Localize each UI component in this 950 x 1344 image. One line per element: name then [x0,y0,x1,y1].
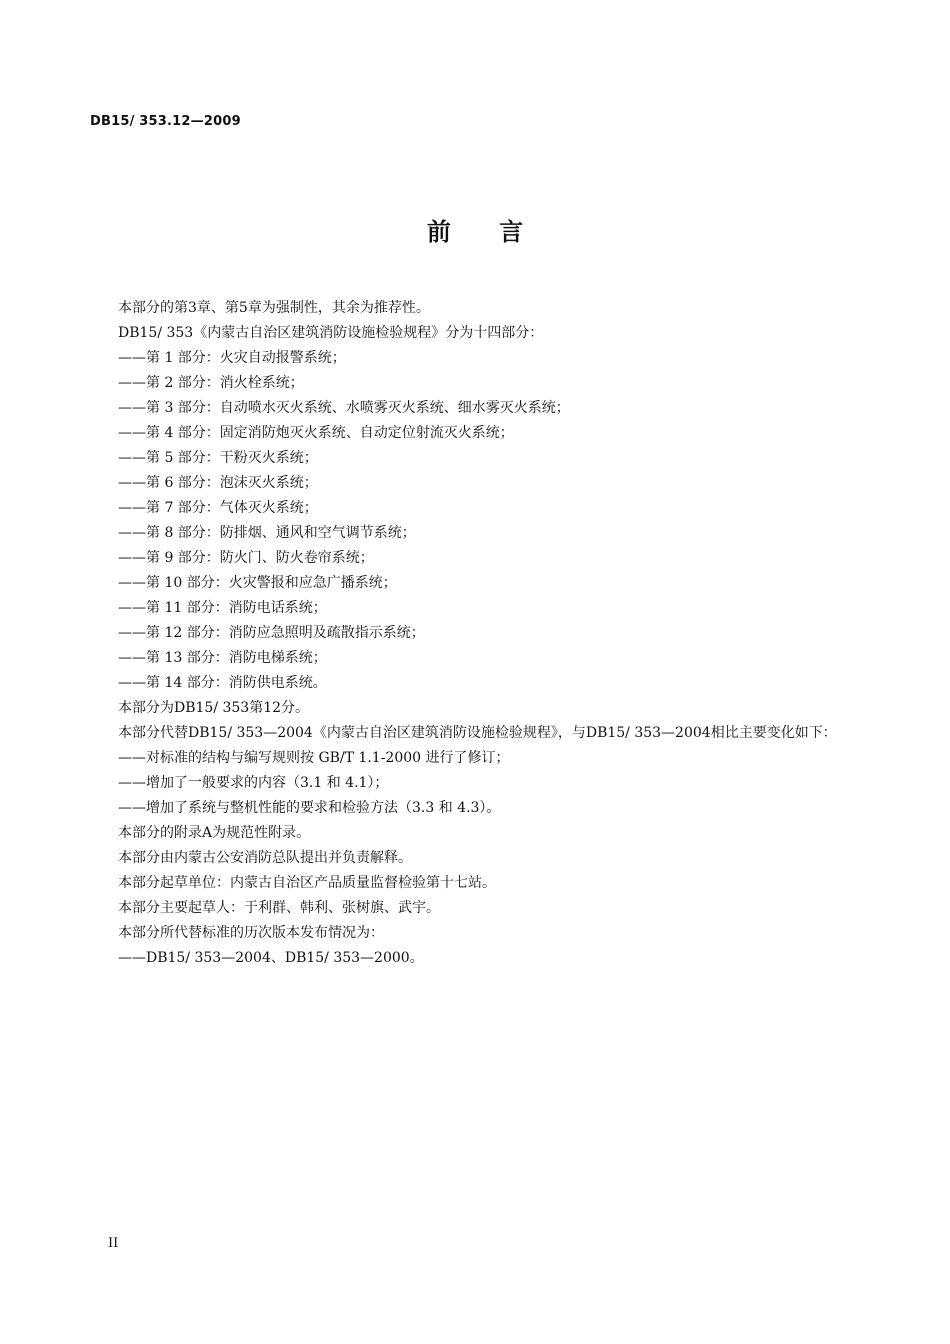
list-item-part-14: ——第 14 部分：消防供电系统。 [118,675,327,691]
page-title: 前 言 [426,218,544,246]
document-id: DB15/ 353.12—2009 [90,114,241,129]
list-item-part-12: ——第 12 部分：消防应急照明及疏散指示系统； [118,625,425,641]
list-item-part-1: ——第 1 部分：火灾自动报警系统； [118,350,346,366]
list-item-part-8: ——第 8 部分：防排烟、通风和空气调节系统； [118,525,416,541]
paragraph-drafting-unit: 本部分起草单位：内蒙古自治区产品质量监督检验第十七站。 [118,875,496,891]
list-item-change-3: ——增加了系统与整机性能的要求和检验方法（3.3 和 4.3）。 [118,800,501,816]
paragraph-history-intro: 本部分所代替标准的历次版本发布情况为： [118,925,384,941]
page-number: II [108,1236,119,1251]
list-item-change-2: ——增加了一般要求的内容（3.1 和 4.1）； [118,775,389,791]
paragraph-parts-intro: DB15/ 353《内蒙古自治区建筑消防设施检验规程》分为十四部分： [118,325,544,341]
paragraph-annex: 本部分的附录A为规范性附录。 [118,825,311,841]
list-item-part-11: ——第 11 部分：消防电话系统； [118,600,327,616]
list-item-part-7: ——第 7 部分：气体灭火系统； [118,500,318,516]
list-item-change-1: ——对标准的结构与编写规则按 GB/T 1.1-2000 进行了修订； [118,750,510,766]
paragraph-replacement: 本部分代替DB15/ 353—2004《内蒙古自治区建筑消防设施检验规程》，与DB15/ 353—2004相比主要变化如下： [118,725,837,741]
list-item-part-4: ——第 4 部分：固定消防炮灭火系统、自动定位射流灭火系统； [118,425,514,441]
list-item-part-13: ——第 13 部分：消防电梯系统； [118,650,327,666]
paragraph-drafters: 本部分主要起草人：于利群、韩利、张树旗、武宇。 [118,900,440,916]
foreword-body [90,296,842,971]
list-item-history: ——DB15/ 353—2004、DB15/ 353—2000。 [118,950,424,966]
list-item-part-3: ——第 3 部分：自动喷水灭火系统、水喷雾灭火系统、细水雾灭火系统； [118,400,570,416]
list-item-part-5: ——第 5 部分：干粉灭火系统； [118,450,318,466]
paragraph-proposer: 本部分由内蒙古公安消防总队提出并负责解释。 [118,850,412,866]
list-item-part-6: ——第 6 部分：泡沫灭火系统； [118,475,318,491]
paragraph-mandatory-chapters: 本部分的第3章、第5章为强制性，其余为推荐性。 [118,300,430,316]
paragraph-this-part: 本部分为DB15/ 353第12分。 [118,700,310,716]
list-item-part-10: ——第 10 部分：火灾警报和应急广播系统； [118,575,397,591]
list-item-part-9: ——第 9 部分：防火门、防火卷帘系统； [118,550,374,566]
list-item-part-2: ——第 2 部分：消火栓系统； [118,375,304,391]
